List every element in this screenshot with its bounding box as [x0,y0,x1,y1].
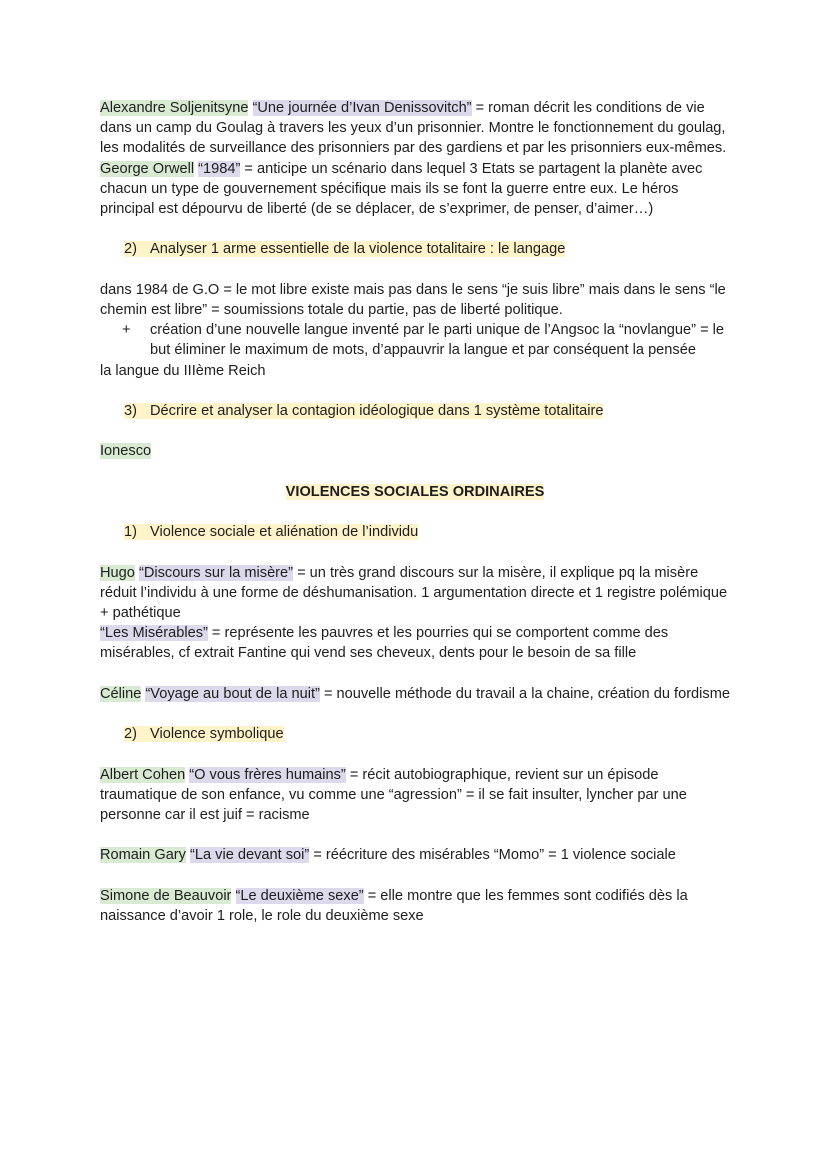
paragraph-hugo [100,563,730,624]
paragraph-beauvoir [100,886,730,926]
work-title: “1984” [198,160,241,177]
paragraph-cohen [100,765,730,826]
heading-text: Violence sociale et aliénation de l’individu [150,524,419,541]
paragraph-text: = un très grand discours sur la misère, il explique pq la misère réduit l’individu à une forme de déshumanisation. 1 argumentation directe et 1 registre polémique + pathétique [100,564,728,621]
author-name: Romain Gary [100,847,186,864]
paragraph-text: = elle montre que les femmes sont codifiés dès la naissance d’avoir 1 role, le role du deuxième sexe [100,887,688,924]
heading-number: 3) [124,403,137,419]
author-name: Céline [100,685,142,702]
bullet-mark: + [122,322,131,339]
paragraph-text: = récit autobiographique, revient sur un épisode traumatique de son enfance, vu comme une “agression” = il se fait insulter, lyncher par une personne car il est juif = racisme [100,766,687,823]
heading-text: Analyser 1 arme essentielle de la violence totalitaire : le langage [150,241,566,258]
paragraph-reich: la langue du IIIème Reich [100,362,266,379]
bullet-novlangue [100,320,730,360]
author-name: George Orwell [100,160,195,177]
paragraph-text: = représente les pauvres et les pourries qui se comportent comme des misérables, cf extrait Fantine qui vend ses cheveux, dents pour le besoin de sa fille [100,625,669,662]
author-name: Ionesco [100,443,152,460]
bullet-text: création d’une nouvelle langue inventé par le parti unique de l’Angsoc la “novlangue” = le but éliminer le maximum de mots, d’appauvrir la langue et par conséquent la pensée [150,322,725,359]
paragraph-ionesco [100,441,730,461]
heading-number: 2) [124,241,137,258]
paragraph-text: = roman décrit les conditions de vie dans un camp du Goulag à travers les yeux d’un prisonnier. Montre le fonctionnement du goulag, les modalités de surveillance des prisonniers par des gardiens et par les prisonniers eux-mêmes. [100,100,727,157]
paragraph-1984-libre: dans 1984 de G.O = le mot libre existe mais pas dans le sens “je suis libre” mais dans le sens “le chemin est libre” = soumissions totale du partie, pas de liberté politique. [100,281,726,318]
paragraph-gary [100,845,730,865]
author-name: Albert Cohen [100,766,186,783]
heading-symbolique [100,724,730,744]
heading-langage [100,239,730,259]
paragraph-text: = anticipe un scénario dans lequel 3 Etats se partagent la planète avec chacun un type de gouvernement spécifique mais ils se font la guerre entre eux. Le héros principal est dépourvu de liberté (de se déplacer, de s’exprimer, de penser, d’aimer…) [100,160,703,218]
author-name: Hugo [100,564,135,581]
author-name: Alexandre Soljenitsyne [100,100,249,116]
section-title: VIOLENCES SOCIALES ORDINAIRES [285,483,545,500]
work-title: “Le deuxième sexe” [235,887,364,904]
heading-text: Violence symbolique [150,726,284,743]
heading-number: 1) [124,524,137,541]
author-name: Simone de Beauvoir [100,887,232,904]
paragraph-text: = nouvelle méthode du travail a la chaine, création du fordisme [319,685,730,702]
heading-text: Décrire et analyser la contagion idéologique dans 1 système totalitaire [150,403,604,419]
heading-number: 2) [124,726,137,743]
paragraph-orwell [100,159,730,220]
work-title: “Voyage au bout de la nuit” [145,685,320,702]
document-content [100,98,730,926]
work-title: “La vie devant soi” [190,847,310,864]
paragraph-miserables [100,623,730,663]
work-title: “Discours sur la misère” [138,564,294,581]
paragraph-celine [100,684,730,704]
work-title: “Les Misérables” [100,625,208,642]
work-title: “O vous frères humains” [189,766,346,783]
heading-contagion [100,401,730,421]
paragraph-soljenitsyne [100,98,730,159]
work-title: “Une journée d’Ivan Denissovitch” [252,100,472,116]
heading-alienation [100,522,730,542]
paragraph-text: = réécriture des misérables “Momo” = 1 violence sociale [309,847,676,864]
